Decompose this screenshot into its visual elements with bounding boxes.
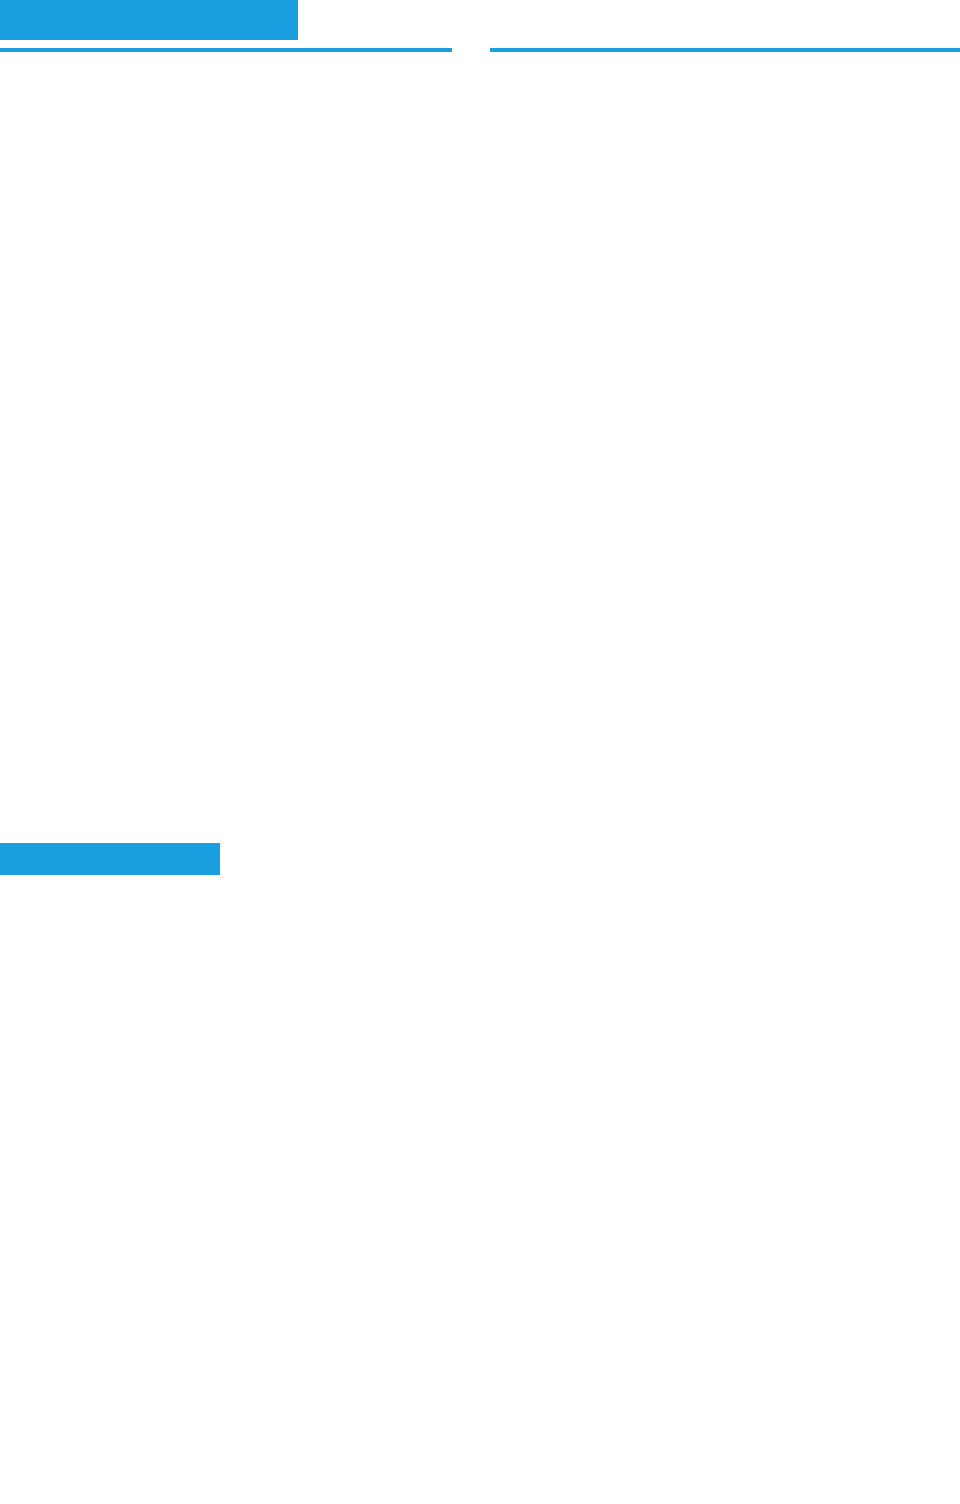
car-departures-title	[0, 48, 452, 52]
car-departures	[0, 48, 452, 52]
bus-departures-title	[490, 48, 960, 52]
flight-banner	[0, 843, 220, 875]
pickup-price-table	[0, 126, 960, 128]
bus-departures	[490, 48, 960, 52]
page-title	[0, 0, 298, 40]
